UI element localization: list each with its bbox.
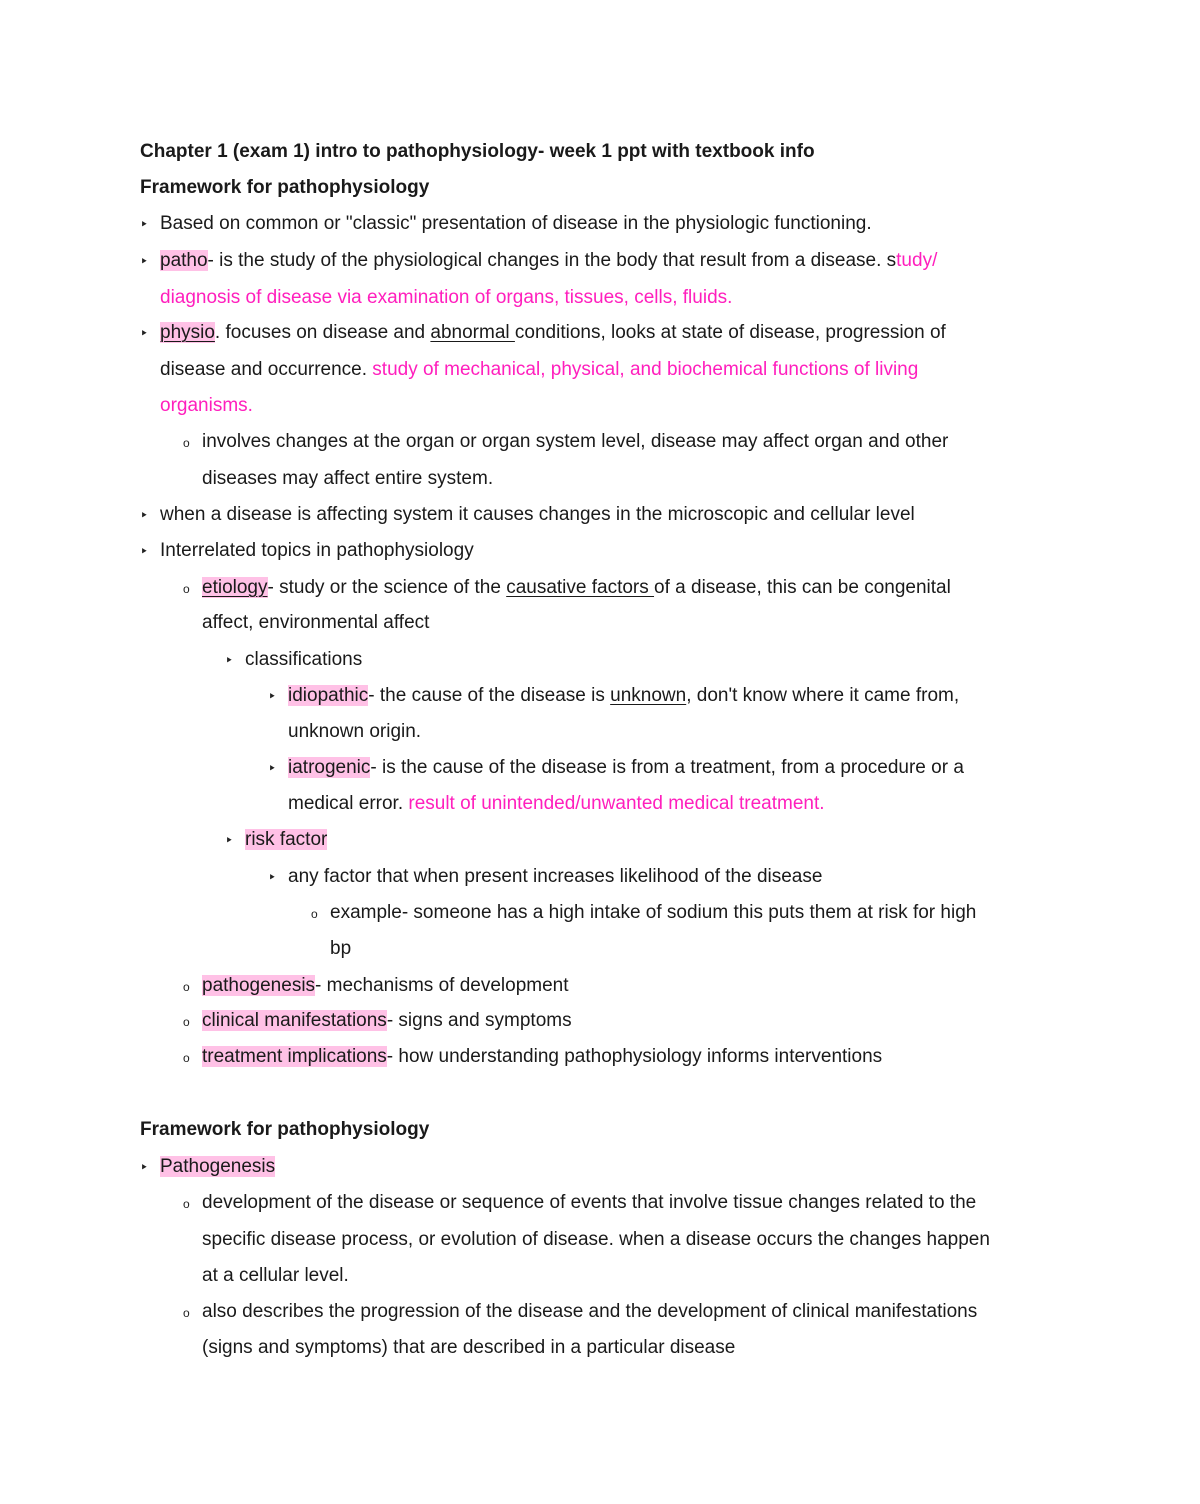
list-item-text: [202, 570, 951, 606]
bullet-circle-icon: o: [183, 1197, 190, 1211]
bullet-circle-icon: o: [183, 1015, 190, 1029]
underlined-text: unknown: [610, 685, 687, 706]
term-highlight: iatrogenic: [288, 757, 371, 778]
list-item-text: [288, 750, 964, 786]
bullet-triangle-icon: ‣: [268, 760, 277, 776]
definition-text: - is the cause of the disease is from a treatment, from a procedure or a: [370, 757, 964, 778]
note-text: tudy/: [896, 250, 938, 271]
list-item-text: [160, 243, 937, 279]
list-item-text: [202, 1003, 572, 1039]
list-item-text: Based on common or "classic" presentation of disease in the physiologic functioning.: [160, 213, 872, 234]
definition-text: . focuses on disease and: [214, 322, 431, 343]
list-item-text: development of the disease or sequence of events that involve tissue changes related to the: [202, 1192, 977, 1213]
bullet-triangle-icon: ‣: [225, 652, 234, 668]
note-text: study of mechanical, physical, and biochemical functions of living: [372, 359, 919, 380]
definition-text: , don't know where it came from,: [686, 685, 960, 706]
term-highlight: physio: [160, 322, 215, 343]
list-item-text: (signs and symptoms) that are described in a particular disease: [202, 1337, 736, 1358]
list-item-text: involves changes at the organ or organ system level, disease may affect organ and other: [202, 431, 949, 452]
term-highlight: risk factor: [245, 829, 328, 850]
term-highlight: clinical manifestations: [202, 1010, 387, 1031]
bullet-triangle-icon: ‣: [268, 869, 277, 885]
list-item-text: affect, environmental affect: [202, 612, 430, 633]
definition-text: - is the study of the physiological changes in the body that result from a disease. s: [207, 250, 897, 271]
bullet-triangle-icon: ‣: [140, 507, 149, 523]
list-item-text: any factor that when present increases likelihood of the disease: [288, 866, 823, 887]
definition-text: - mechanisms of development: [315, 975, 569, 996]
list-item-text: [202, 968, 569, 1004]
list-item-text: [160, 315, 946, 351]
section-heading: Framework for pathophysiology: [140, 1119, 430, 1140]
list-item-text: [288, 678, 959, 714]
definition-text: - how understanding pathophysiology informs interventions: [386, 1046, 883, 1067]
bullet-triangle-icon: ‣: [140, 325, 149, 341]
definition-text: - study or the science of the: [267, 577, 507, 598]
bullet-circle-icon: o: [183, 582, 190, 596]
list-item-text: unknown origin.: [288, 721, 422, 742]
note-text: result of unintended/unwanted medical treatment.: [408, 793, 825, 814]
list-item-text: specific disease process, or evolution of disease. when a disease occurs the changes happen: [202, 1229, 990, 1250]
underlined-text: abnormal: [430, 322, 515, 343]
term-highlight: treatment implications: [202, 1046, 387, 1067]
bullet-triangle-icon: ‣: [140, 1159, 149, 1175]
list-item-text: [202, 1039, 882, 1075]
list-item-text: at a cellular level.: [202, 1265, 349, 1286]
term-highlight: Pathogenesis: [160, 1156, 276, 1177]
list-item-text: Interrelated topics in pathophysiology: [160, 540, 474, 561]
list-item-text: classifications: [245, 649, 363, 670]
bullet-triangle-icon: ‣: [140, 216, 149, 232]
definition-text: disease and occurrence.: [160, 359, 373, 380]
definition-text: conditions, looks at state of disease, progression of: [514, 322, 946, 343]
bullet-circle-icon: o: [183, 436, 190, 450]
bullet-triangle-icon: ‣: [140, 253, 149, 269]
document-title: Chapter 1 (exam 1) intro to pathophysiology- week 1 ppt with textbook info: [140, 141, 815, 162]
list-item-text: [288, 786, 825, 822]
list-item-text: diseases may affect entire system.: [202, 468, 494, 489]
list-item-text: [160, 1149, 275, 1185]
definition-text: - the cause of the disease is: [368, 685, 611, 706]
section-heading: Framework for pathophysiology: [140, 177, 430, 198]
bullet-circle-icon: o: [183, 980, 190, 994]
list-item-text: [245, 822, 327, 858]
list-item-text: bp: [330, 938, 352, 959]
bullet-triangle-icon: ‣: [140, 543, 149, 559]
list-item-text: when a disease is affecting system it causes changes in the microscopic and cellular level: [160, 504, 915, 525]
definition-text: medical error.: [288, 793, 409, 814]
list-item-text: example- someone has a high intake of sodium this puts them at risk for high: [330, 902, 977, 923]
term-highlight: etiology: [202, 577, 268, 598]
bullet-triangle-icon: ‣: [268, 688, 277, 704]
list-item-text: [160, 352, 918, 388]
note-text: diagnosis of disease via examination of organs, tissues, cells, fluids.: [160, 287, 733, 308]
definition-text: - signs and symptoms: [386, 1010, 572, 1031]
bullet-circle-icon: o: [311, 907, 318, 921]
term-highlight: pathogenesis: [202, 975, 316, 996]
term-highlight: idiopathic: [288, 685, 369, 706]
term-highlight: patho: [160, 250, 208, 271]
bullet-circle-icon: o: [183, 1051, 190, 1065]
list-item-text: also describes the progression of the disease and the development of clinical manifestations: [202, 1301, 978, 1322]
definition-text: of a disease, this can be congenital: [654, 577, 951, 598]
bullet-triangle-icon: ‣: [225, 832, 234, 848]
underlined-text: causative factors: [506, 577, 655, 598]
note-text: organisms.: [160, 395, 253, 416]
bullet-circle-icon: o: [183, 1306, 190, 1320]
